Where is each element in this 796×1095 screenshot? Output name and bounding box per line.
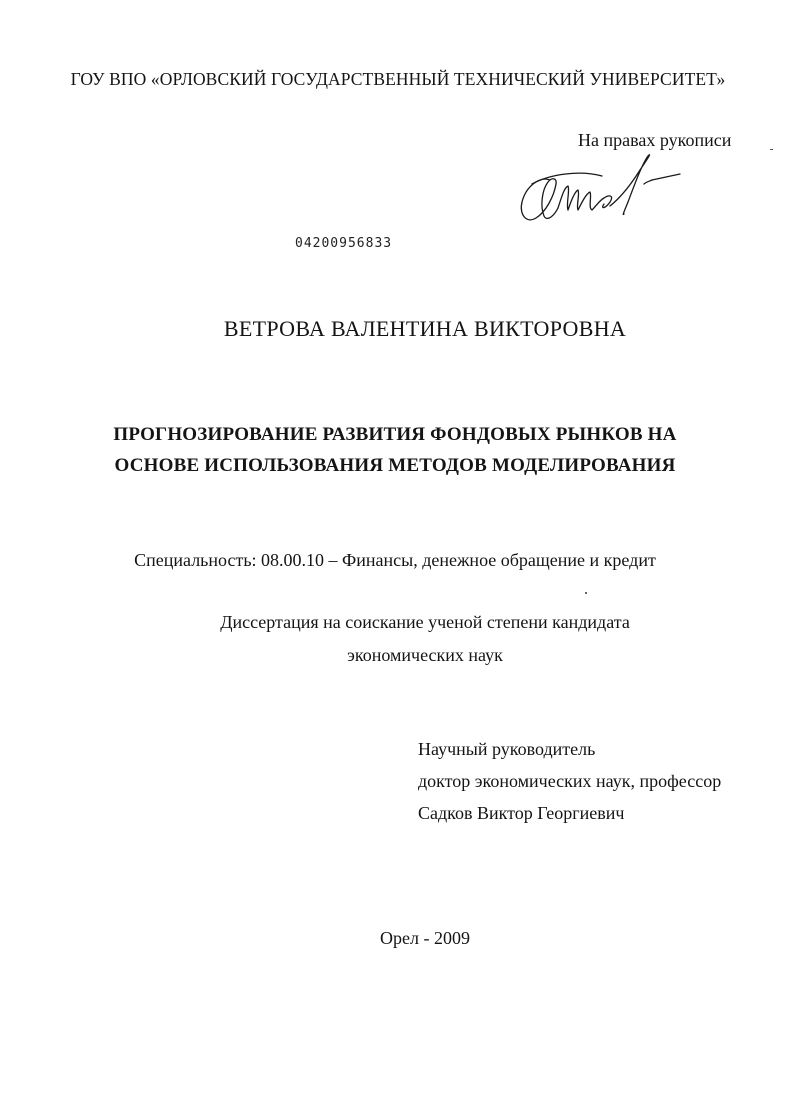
document-number: 04200956833 [295, 236, 393, 251]
degree-line-2: экономических наук [347, 645, 503, 665]
handwritten-signature-icon [510, 150, 690, 230]
advisor-role: Научный руководитель [418, 739, 596, 759]
university-name: ГОУ ВПО «ОРЛОВСКИЙ ГОСУДАРСТВЕННЫЙ ТЕХНИЧЕСКИЙ УНИВЕРСИТЕТ» [70, 69, 726, 89]
specialty-line: Специальность: 08.00.10 – Финансы, денежное обращение и кредит [134, 550, 656, 570]
dissertation-title-line-1: ПРОГНОЗИРОВАНИЕ РАЗВИТИЯ ФОНДОВЫХ РЫНКОВ НА [113, 424, 677, 445]
manuscript-rights-note: На правах рукописи [578, 130, 732, 150]
degree-line-1: Диссертация на соискание ученой степени кандидата [220, 612, 630, 632]
scan-speck [585, 592, 587, 594]
author-name: ВЕТРОВА ВАЛЕНТИНА ВИКТОРОВНА [223, 316, 627, 341]
city-and-year: Орел - 2009 [380, 928, 470, 948]
margin-mark [770, 149, 773, 150]
advisor-credentials: доктор экономических наук, профессор [418, 771, 722, 791]
dissertation-title-line-2: ОСНОВЕ ИСПОЛЬЗОВАНИЯ МЕТОДОВ МОДЕЛИРОВАНИЯ [114, 455, 676, 476]
advisor-name: Садков Виктор Георгиевич [418, 803, 625, 823]
